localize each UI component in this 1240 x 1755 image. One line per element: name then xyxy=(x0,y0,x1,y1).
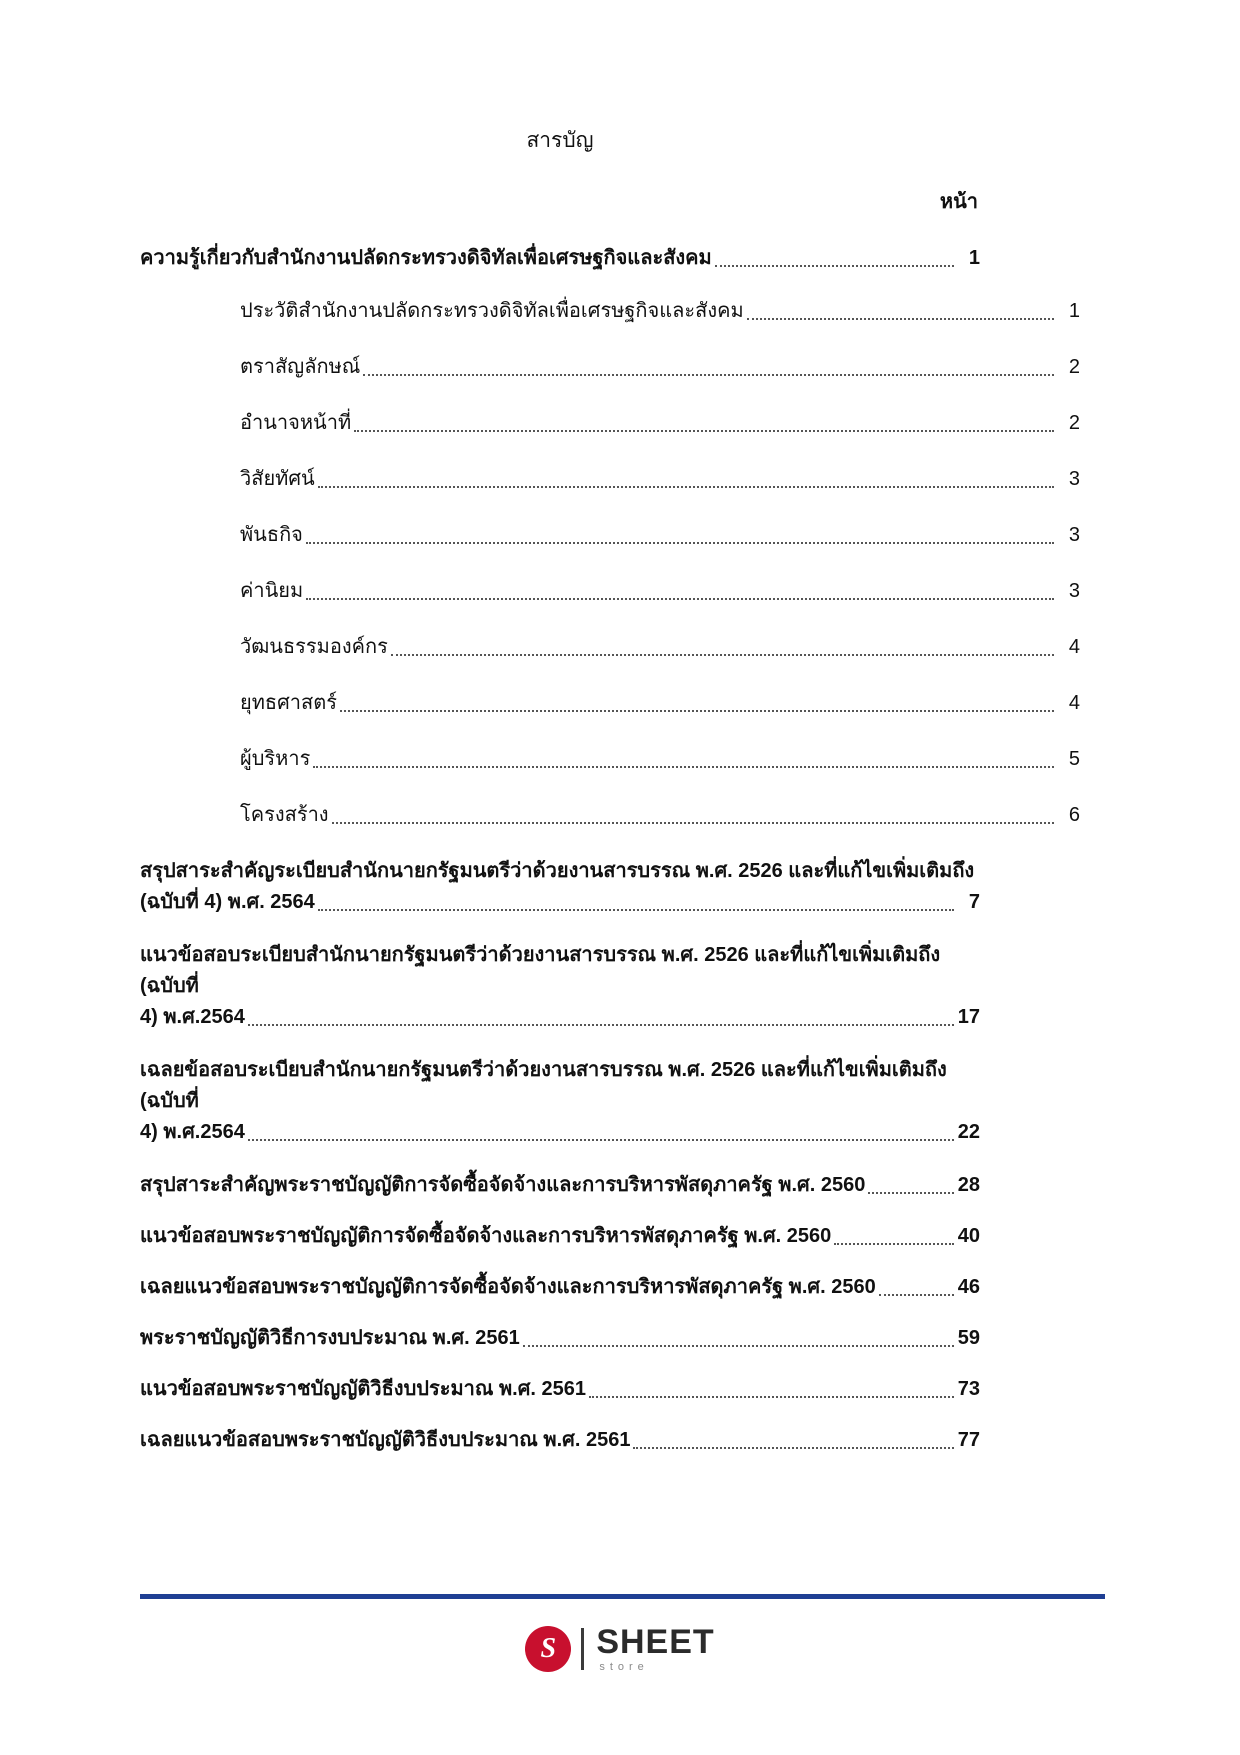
toc-leader-dots xyxy=(248,1138,954,1141)
toc-entry[interactable] xyxy=(140,1170,980,1201)
toc-entry-label-line2: (ฉบับที่ 4) พ.ศ. 2564 xyxy=(140,890,315,913)
logo-divider xyxy=(581,1628,584,1670)
toc-entry-label-line1: เฉลยข้อสอบระเบียบสำนักนายกรัฐมนตรีว่าด้วยงานสารบรรณ พ.ศ. 2526 และที่แก้ไขเพิ่มเติมถึง (ฉบับที่ xyxy=(140,1058,947,1112)
toc-entry-page: 2 xyxy=(1068,411,1080,434)
toc-entry-label: วัฒนธรรมองค์กร xyxy=(240,635,388,658)
toc-entry[interactable] xyxy=(140,1323,980,1354)
toc-entry-page: 40 xyxy=(957,1224,980,1247)
toc-entry-label: โครงสร้าง xyxy=(240,803,329,826)
toc-leader-dots xyxy=(318,908,954,911)
toc-entry-label: พระราชบัญญัติวิธีการงบประมาณ พ.ศ. 2561 xyxy=(140,1326,520,1349)
toc-entry-label: ยุทธศาสตร์ xyxy=(240,691,337,714)
toc-entry-page: 73 xyxy=(957,1377,980,1400)
logo-wordmark xyxy=(596,1625,714,1673)
toc-entry[interactable] xyxy=(140,856,980,918)
toc-entry-label: วิสัยทัศน์ xyxy=(240,467,315,490)
toc-entry-page: 1 xyxy=(1068,299,1080,322)
toc-entry-page: 4 xyxy=(1068,691,1080,714)
toc-leader-dots xyxy=(633,1446,953,1449)
toc-leader-dots xyxy=(332,821,1054,824)
toc-entry[interactable] xyxy=(140,1272,980,1303)
toc-entry[interactable] xyxy=(140,940,980,1033)
toc-entry-label: ผู้บริหาร xyxy=(240,747,311,770)
page-column-header: หน้า xyxy=(939,190,978,213)
logo-name: SHEET xyxy=(596,1623,715,1661)
toc-entry-page: 5 xyxy=(1068,747,1080,770)
toc-entry-label-line1: สรุปสาระสำคัญระเบียบสำนักนายกรัฐมนตรีว่าด้วยงานสารบรรณ พ.ศ. 2526 และที่แก้ไขเพิ่มเติมถึง xyxy=(140,859,975,882)
toc-leader-dots xyxy=(306,597,1054,600)
toc-entry-page: 4 xyxy=(1068,635,1080,658)
toc-entry-label: แนวข้อสอบพระราชบัญญัติการจัดซื้อจัดจ้างและการบริหารพัสดุภาครัฐ พ.ศ. 2560 xyxy=(140,1224,832,1247)
toc-entry-page: 3 xyxy=(1068,523,1080,546)
toc-entry-page: 2 xyxy=(1068,355,1080,378)
toc-entry[interactable] xyxy=(140,520,1080,551)
toc-entry-label: ประวัติสำนักงานปลัดกระทรวงดิจิทัลเพื่อเศรษฐกิจและสังคม xyxy=(240,299,744,322)
toc-leader-dots xyxy=(523,1344,954,1347)
toc-entry-label-line1: แนวข้อสอบระเบียบสำนักนายกรัฐมนตรีว่าด้วยงานสารบรรณ พ.ศ. 2526 และที่แก้ไขเพิ่มเติมถึง (ฉบับที่ xyxy=(140,943,941,997)
sheet-store-logo-icon: S xyxy=(525,1626,571,1672)
toc-entry-page: 46 xyxy=(957,1275,980,1298)
toc-entry[interactable] xyxy=(140,1425,980,1456)
toc-entry-label: อำนาจหน้าที่ xyxy=(240,411,352,434)
toc-entry-page: 59 xyxy=(957,1326,980,1349)
toc-entry[interactable] xyxy=(140,688,1080,719)
toc-entry-page: 77 xyxy=(957,1428,980,1451)
toc-leader-dots xyxy=(834,1242,953,1245)
toc-entry[interactable] xyxy=(140,464,1080,495)
toc-leader-dots xyxy=(248,1023,954,1026)
toc-leader-dots xyxy=(306,541,1054,544)
toc-entry-page: 28 xyxy=(957,1173,980,1196)
toc-entry[interactable] xyxy=(140,296,1080,327)
toc-leader-dots xyxy=(589,1395,954,1398)
toc-entry-label: สรุปสาระสำคัญพระราชบัญญัติการจัดซื้อจัดจ้างและการบริหารพัสดุภาครัฐ พ.ศ. 2560 xyxy=(140,1173,866,1196)
toc-entry-page: 1 xyxy=(968,246,980,269)
toc-entry-page: 3 xyxy=(1068,467,1080,490)
toc-leader-dots xyxy=(313,765,1054,768)
toc-entry-page: 22 xyxy=(957,1120,980,1143)
toc-leader-dots xyxy=(868,1191,953,1194)
toc-entry-page: 6 xyxy=(1068,803,1080,826)
toc-leader-dots xyxy=(391,653,1054,656)
toc-entry[interactable] xyxy=(140,800,1080,831)
toc-entry-label: ค่านิยม xyxy=(240,579,304,602)
toc-leader-dots xyxy=(354,429,1054,432)
toc-entry-label-line2: 4) พ.ศ.2564 xyxy=(140,1120,245,1143)
toc-leader-dots xyxy=(318,485,1054,488)
toc-content xyxy=(140,125,1080,1476)
page-title: สารบัญ xyxy=(526,129,594,152)
toc-entry[interactable] xyxy=(140,408,1080,439)
logo-subtitle: store xyxy=(599,1661,649,1673)
toc-entry[interactable] xyxy=(140,632,1080,663)
toc-leader-dots xyxy=(363,373,1054,376)
toc-entry-label: เฉลยแนวข้อสอบพระราชบัญญัติการจัดซื้อจัดจ้างและการบริหารพัสดุภาครัฐ พ.ศ. 2560 xyxy=(140,1275,876,1298)
footer-divider xyxy=(140,1594,1105,1599)
toc-entry[interactable] xyxy=(140,1055,980,1148)
toc-entry[interactable] xyxy=(140,744,1080,775)
toc-leader-dots xyxy=(715,264,954,267)
toc-entry-label: ตราสัญลักษณ์ xyxy=(240,355,361,378)
toc-entry-label-line2: 4) พ.ศ.2564 xyxy=(140,1005,245,1028)
toc-entry[interactable] xyxy=(140,243,980,274)
toc-entry-label: เฉลยแนวข้อสอบพระราชบัญญัติวิธีงบประมาณ พ.ศ. 2561 xyxy=(140,1428,631,1451)
toc-leader-dots xyxy=(747,317,1054,320)
toc-entry[interactable] xyxy=(140,1221,980,1252)
toc-entry[interactable] xyxy=(140,576,1080,607)
toc-entry[interactable] xyxy=(140,352,1080,383)
toc-leader-dots xyxy=(879,1293,954,1296)
toc-entry-label: พันธกิจ xyxy=(240,523,303,546)
toc-entry-page: 7 xyxy=(968,890,980,913)
toc-entry-page: 17 xyxy=(957,1005,980,1028)
toc-entry-label: แนวข้อสอบพระราชบัญญัติวิธีงบประมาณ พ.ศ. 2561 xyxy=(140,1377,587,1400)
toc-entry-label: ความรู้เกี่ยวกับสำนักงานปลัดกระทรวงดิจิทัลเพื่อเศรษฐกิจและสังคม xyxy=(140,246,712,269)
toc-entry-page: 3 xyxy=(1068,579,1080,602)
footer-logo xyxy=(0,1625,1240,1673)
toc-leader-dots xyxy=(340,709,1054,712)
toc-entry[interactable] xyxy=(140,1374,980,1405)
